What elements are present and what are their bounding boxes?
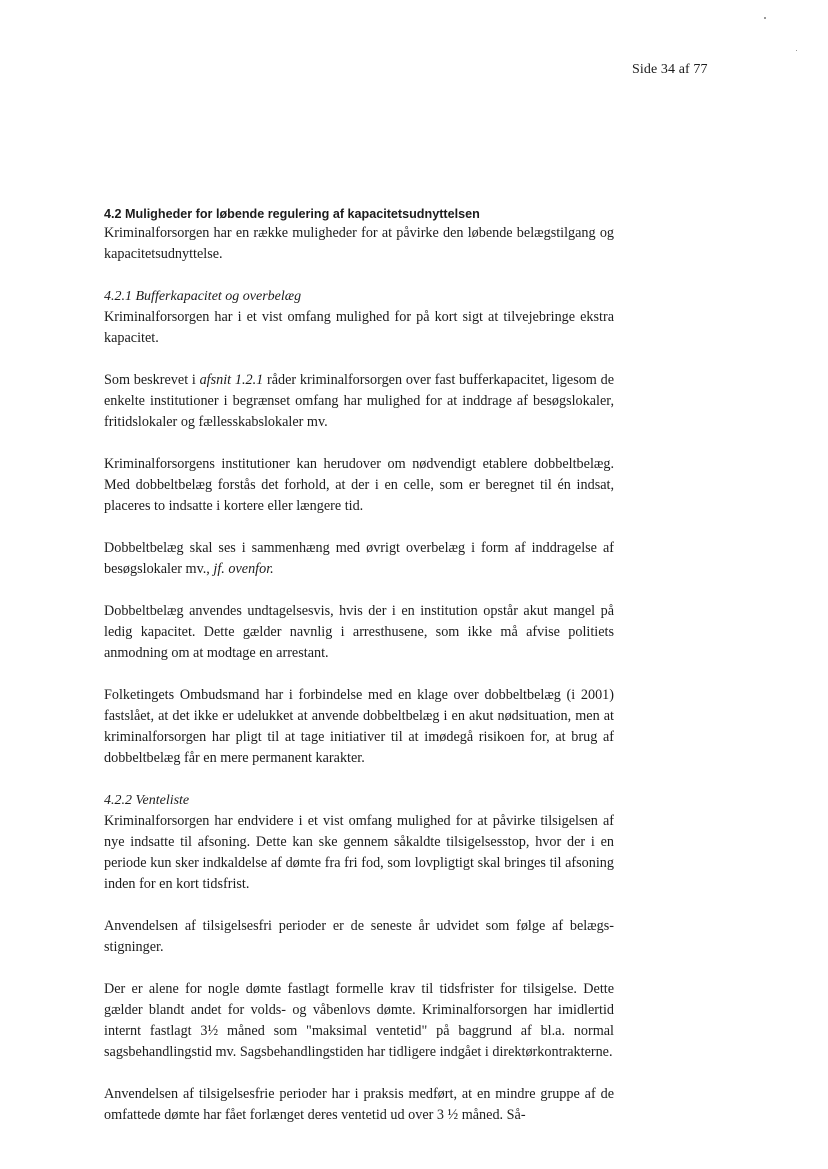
subsection-heading-venteliste: 4.2.2 Venteliste <box>104 793 190 808</box>
paragraph: Folketingets Ombudsmand har i forbindelse med en klage over dobbeltbelæg (i 2001) fastslået, at det ikke er udelukket at anvende dobbeltbelæg i en akut nødsituation, men at kriminalforsorgen har pligt til at tage initiativer til at imødegå risikoen for, at brug af dobbeltbelæg får en mere permanent karakter. <box>104 687 614 766</box>
paragraph: Der er alene for nogle dømte fastlagt formelle krav til tidsfrister for tilsigelse. Dette gælder blandt andet for volds- og våbenlovs dømte. Kriminalforsorgen har imidlertid internt fastlagt 3½ måned som "maksimal ventetid" på baggrund af bl.a. normal sagsbehandlingstid mv. Sagsbehandlingstiden har tidligere indgået i direktørkontrakterne. <box>104 981 614 1060</box>
page-number: Side 34 af 77 <box>632 62 708 77</box>
paragraph <box>104 538 614 580</box>
document-body <box>104 205 614 1126</box>
paragraph-text: Dobbeltbelæg skal ses i sammenhæng med øvrigt overbelæg i form af inddragelse af besøgslokaler mv., <box>104 540 614 577</box>
paragraph: Kriminalforsorgen har i et vist omfang mulighed for på kort sigt at tilvejebringe ekstra kapacitet. <box>104 309 614 346</box>
paragraph: Anvendelsen af tilsigelsesfrie perioder har i praksis medført, at en mindre gruppe af de omfattede dømte har fået forlænget deres ventetid ud over 3 ½ måned. Så- <box>104 1086 614 1123</box>
paragraph: Dobbeltbelæg anvendes undtagelsesvis, hvis der i en institution opstår akut mangel på ledig kapacitet. Dette gælder navnlig i arresthusene, som ikke må afvise politiets anmodning om at modtage en arrestant. <box>104 603 614 661</box>
paragraph: Kriminalforsorgen har endvidere i et vist omfang mulighed for at påvirke tilsigelsen af nye indsatte til afsoning. Dette kan ske gennem såkaldte tilsigelsesstop, hvor der i en periode kun sker indkaldelse af dømte fra fri fod, som lovpligtigt skal bringes til afsoning inden for en kort tidsfrist. <box>104 813 614 892</box>
paragraph: Kriminalforsorgens institutioner kan herudover om nødvendigt etablere dobbeltbelæg. Med dobbeltbelæg forstås det forhold, at der i en celle, som er beregnet til én indsat, placeres to indsatte i kortere eller længere tid. <box>104 456 614 514</box>
paragraph-text: råder kriminalforsorgen over fast bufferkapacitet, ligesom de enkelte institutioner i begrænset omfang har mulighed for at inddrage af besøgslokaler, fritidslokaler og fællesskabslokaler mv. <box>104 372 614 430</box>
section-intro: Kriminalforsorgen har en række muligheder for at påvirke den løbende belægstilgang og kapacitetsudnyttelse. <box>104 225 614 262</box>
cross-reference: jf. ovenfor. <box>213 561 274 577</box>
paragraph: Anvendelsen af tilsigelsesfri perioder er de seneste år udvidet som følge af belægsstigninger. <box>104 918 614 955</box>
scan-speck <box>764 17 766 19</box>
section-reference: afsnit 1.2.1 <box>199 372 264 388</box>
paragraph-text: Som beskrevet i <box>104 372 200 388</box>
section-heading: 4.2 Muligheder for løbende regulering af kapacitetsudnyttelsen <box>104 207 480 221</box>
scan-speck <box>796 50 797 51</box>
paragraph <box>104 370 614 433</box>
subsection-heading-bufferkapacitet: 4.2.1 Bufferkapacitet og overbelæg <box>104 289 302 304</box>
